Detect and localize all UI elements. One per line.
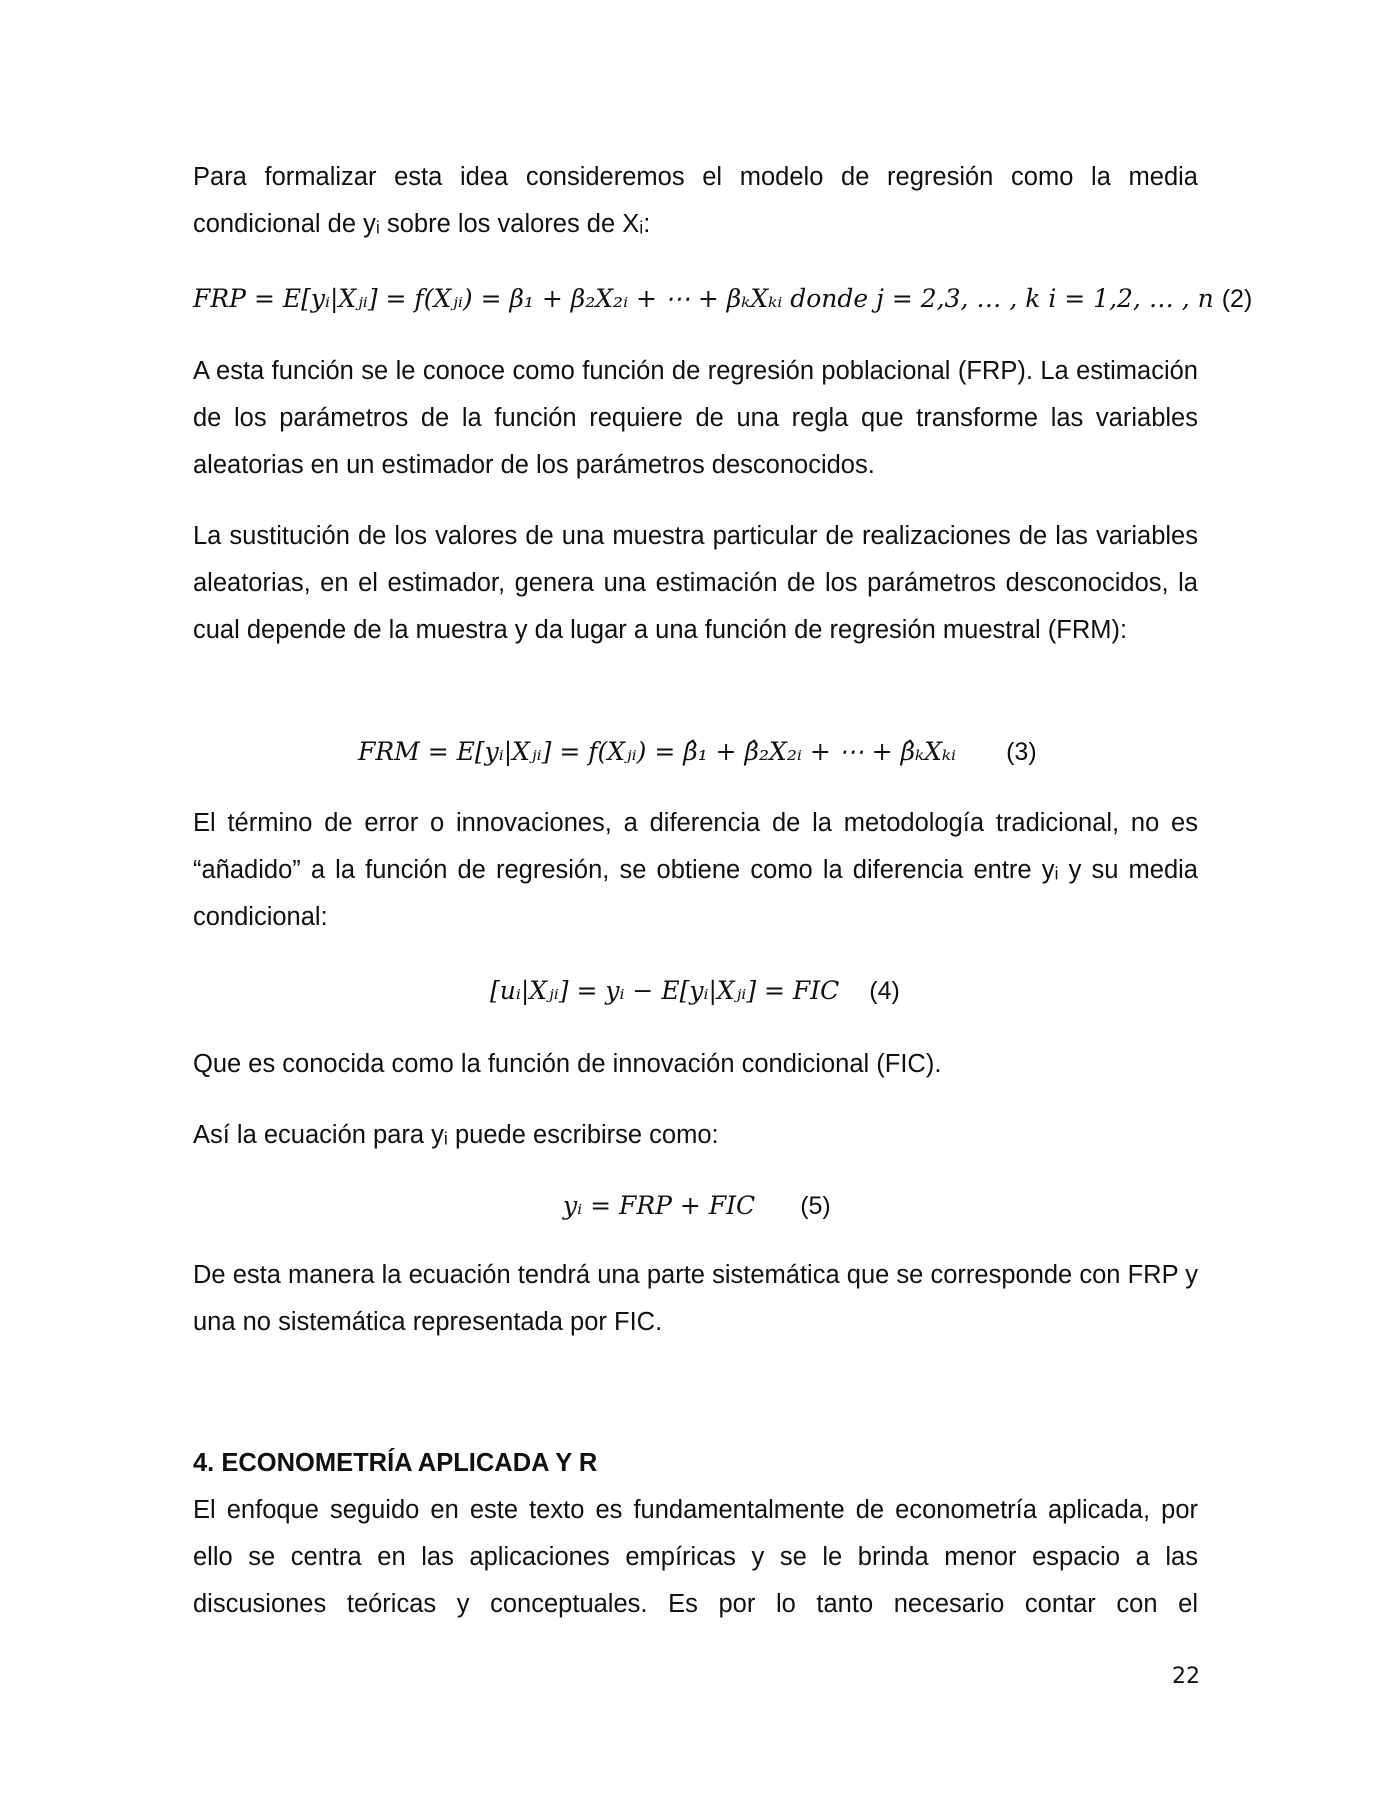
equation-2-body: FRP = E[yᵢ|Xⱼᵢ] = f(Xⱼᵢ) = β₁ + β₂X₂ᵢ + ⋯ + βₖXₖᵢ donde j = 2,3, … , k i = 1,2, … , n — [193, 284, 1214, 313]
equation-3-body: FRM = E[yᵢ|Xⱼᵢ] = f(Xⱼᵢ) = β̂₁ + β̂₂X₂ᵢ + ⋯ + β̂ₖXₖᵢ — [358, 737, 957, 766]
equation-5-number: (5) — [800, 1192, 831, 1220]
equation-5-body: yᵢ = FRP + FIC — [563, 1191, 756, 1220]
equation-5 — [563, 1182, 831, 1230]
paragraph-systematic: De esta manera la ecuación tendrá una parte sistemática que se corresponde con FRP y una no sistemática representada por FIC. — [193, 1261, 1198, 1336]
paragraph-applied-econometrics: El enfoque seguido en este texto es fundamentalmente de econometría aplicada, por ello se centra en las aplicaciones empíricas y se le brinda menor espacio a las discusiones teóricas y conceptuales. Es por lo tanto necesario contar con el — [193, 1496, 1198, 1618]
section-heading: 4. ECONOMETRÍA APLICADA Y R — [193, 1449, 598, 1477]
page-number: 22 — [1172, 1664, 1200, 1689]
paragraph-fic: Que es conocida como la función de innovación condicional (FIC). — [193, 1050, 942, 1078]
paragraph-error-term: El término de error o innovaciones, a diferencia de la metodología tradicional, no es “añadido” a la función de regresión, se obtiene como la diferencia entre yᵢ y su media condicional: — [193, 809, 1198, 931]
equation-3 — [358, 728, 1037, 776]
equation-2 — [193, 275, 1252, 323]
paragraph-intro: Para formalizar esta idea consideremos el modelo de regresión como la media condicional de yᵢ sobre los valores de Xᵢ: — [193, 163, 1198, 238]
equation-2-number: (2) — [1221, 285, 1253, 313]
equation-4-number: (4) — [869, 977, 900, 1005]
equation-3-number: (3) — [1006, 738, 1037, 766]
paragraph-frm: La sustitución de los valores de una muestra particular de realizaciones de las variables aleatorias, en el estimador, genera una estimación de los parámetros desconocidos, la cual depende de la muestra y da lugar a una función de regresión muestral (FRM): — [193, 522, 1198, 644]
paragraph-frp: A esta función se le conoce como función de regresión poblacional (FRP). La estimación de los parámetros de la función requiere de una regla que transforme las variables aleatorias en un estimador de los parámetros desconocidos. — [193, 357, 1198, 479]
equation-4 — [490, 967, 900, 1015]
equation-4-body: [uᵢ|Xⱼᵢ] = yᵢ − E[yᵢ|Xⱼᵢ] = FIC — [490, 976, 840, 1005]
paragraph-equation-intro: Así la ecuación para yᵢ puede escribirse como: — [193, 1121, 719, 1149]
